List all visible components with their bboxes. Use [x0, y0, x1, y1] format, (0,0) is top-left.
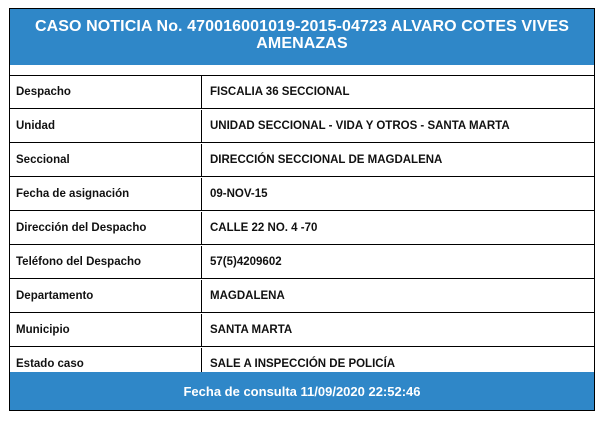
label-fecha-asignacion: Fecha de asignación: [10, 178, 202, 210]
label-unidad: Unidad: [10, 110, 202, 142]
label-departamento: Departamento: [10, 280, 202, 312]
value-seccional: DIRECCIÓN SECCIONAL DE MAGDALENA: [210, 154, 443, 166]
row-municipio: [10, 314, 594, 347]
label-seccional: Seccional: [10, 144, 202, 176]
case-details-table: [10, 75, 594, 381]
value-telefono-despacho: 57(5)4209602: [210, 256, 282, 268]
row-telefono-despacho: [10, 246, 594, 279]
value-fecha-asignacion: 09-NOV-15: [210, 188, 268, 200]
value-municipio: SANTA MARTA: [210, 324, 293, 336]
case-info-card: [9, 8, 595, 411]
label-direccion-despacho: Dirección del Despacho: [10, 212, 202, 244]
row-seccional: [10, 144, 594, 177]
label-despacho: Despacho: [10, 76, 202, 108]
label-municipio: Municipio: [10, 314, 202, 346]
row-direccion-despacho: [10, 212, 594, 245]
consult-date-footer: Fecha de consulta 11/09/2020 22:52:46: [10, 372, 594, 410]
value-despacho: FISCALIA 36 SECCIONAL: [210, 86, 350, 98]
row-despacho: [10, 76, 594, 109]
row-fecha-asignacion: [10, 178, 594, 211]
label-estado-caso: Estado caso: [10, 348, 202, 380]
case-title: CASO NOTICIA No. 470016001019-2015-04723 ALVARO COTES VIVES AMENAZAS: [10, 9, 594, 65]
row-unidad: [10, 110, 594, 143]
value-direccion-despacho: CALLE 22 NO. 4 -70: [210, 222, 318, 234]
value-estado-caso: SALE A INSPECCIÓN DE POLICÍA: [210, 358, 396, 370]
label-telefono-despacho: Teléfono del Despacho: [10, 246, 202, 278]
row-departamento: [10, 280, 594, 313]
value-departamento: MAGDALENA: [210, 290, 285, 302]
value-unidad: UNIDAD SECCIONAL - VIDA Y OTROS - SANTA MARTA: [210, 120, 510, 132]
